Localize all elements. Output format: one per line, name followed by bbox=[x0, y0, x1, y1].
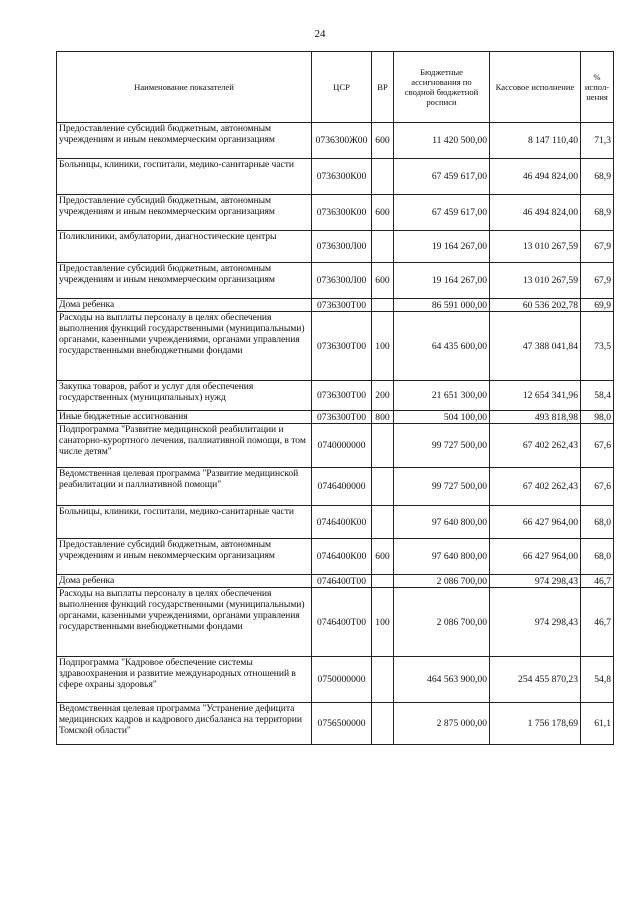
row-percent: 67,9 bbox=[581, 263, 614, 299]
row-percent: 61,1 bbox=[581, 703, 614, 745]
row-name: Расходы на выплаты персоналу в целях обеспечения выполнения функций государственными (муниципальными) органами, казенными учреждениями, органами управления государственными внебюджетными фондами bbox=[57, 312, 312, 381]
header-percent: % испол-нения bbox=[581, 52, 614, 123]
row-percent: 68,9 bbox=[581, 195, 614, 231]
row-budget: 97 640 800,00 bbox=[394, 539, 490, 575]
table-row bbox=[57, 381, 614, 411]
table-row bbox=[57, 424, 614, 468]
table-row bbox=[57, 539, 614, 575]
row-cash: 60 536 202,78 bbox=[490, 299, 581, 312]
row-name: Подпрограмма "Кадровое обеспечение системы здравоохранения и развитие международных отношений в сфере охраны здоровья" bbox=[57, 657, 312, 703]
row-cash: 67 402 262,43 bbox=[490, 468, 581, 506]
row-vr bbox=[372, 468, 394, 506]
row-cash: 1 756 178,69 bbox=[490, 703, 581, 745]
row-vr: 800 bbox=[372, 411, 394, 424]
row-budget: 67 459 617,00 bbox=[394, 159, 490, 195]
row-cash: 47 388 041,84 bbox=[490, 312, 581, 381]
row-name: Ведомственная целевая программа "Устранение дефицита медицинских кадров и кадрового дисбаланса на территории Томской области" bbox=[57, 703, 312, 745]
row-cash: 974 298,43 bbox=[490, 575, 581, 588]
table-row bbox=[57, 506, 614, 539]
row-budget: 504 100,00 bbox=[394, 411, 490, 424]
row-name: Поликлиники, амбулатории, диагностические центры bbox=[57, 231, 312, 263]
row-csr: 0736300Т00 bbox=[312, 381, 372, 411]
row-vr: 600 bbox=[372, 539, 394, 575]
row-csr: 0756500000 bbox=[312, 703, 372, 745]
row-percent: 68,9 bbox=[581, 159, 614, 195]
row-vr: 600 bbox=[372, 263, 394, 299]
table-row bbox=[57, 575, 614, 588]
row-budget: 99 727 500,00 bbox=[394, 424, 490, 468]
row-percent: 67,6 bbox=[581, 424, 614, 468]
table-row bbox=[57, 195, 614, 231]
row-name: Предоставление субсидий бюджетным, автономным учреждениям и иным некоммерческим организациям bbox=[57, 263, 312, 299]
header-cash: Кассовое исполнение bbox=[490, 52, 581, 123]
row-csr: 0746400Т00 bbox=[312, 588, 372, 657]
row-budget: 2 086 700,00 bbox=[394, 588, 490, 657]
row-vr: 100 bbox=[372, 312, 394, 381]
budget-execution-table bbox=[56, 51, 614, 745]
row-percent: 58,4 bbox=[581, 381, 614, 411]
row-vr: 600 bbox=[372, 123, 394, 159]
header-budget: Бюджетные ассигнования по сводной бюджетной росписи bbox=[394, 52, 490, 123]
row-budget: 11 420 500,00 bbox=[394, 123, 490, 159]
row-vr bbox=[372, 703, 394, 745]
row-cash: 12 654 341,96 bbox=[490, 381, 581, 411]
row-csr: 0736300Л00 bbox=[312, 263, 372, 299]
row-budget: 67 459 617,00 bbox=[394, 195, 490, 231]
row-csr: 0740000000 bbox=[312, 424, 372, 468]
row-cash: 254 455 870,23 bbox=[490, 657, 581, 703]
row-budget: 2 875 000,00 bbox=[394, 703, 490, 745]
row-name: Подпрограмма "Развитие медицинской реабилитации и санаторно-курортного лечения, паллиативной помощи, в том числе детям" bbox=[57, 424, 312, 468]
row-name: Предоставление субсидий бюджетным, автономным учреждениям и иным некоммерческим организациям bbox=[57, 539, 312, 575]
row-vr bbox=[372, 299, 394, 312]
row-cash: 13 010 267,59 bbox=[490, 263, 581, 299]
row-csr: 0746400Т00 bbox=[312, 575, 372, 588]
row-budget: 21 651 300,00 bbox=[394, 381, 490, 411]
row-name: Дома ребенка bbox=[57, 299, 312, 312]
table-row bbox=[57, 468, 614, 506]
table-row bbox=[57, 263, 614, 299]
table-row bbox=[57, 703, 614, 745]
row-csr: 0736300Ж00 bbox=[312, 123, 372, 159]
row-csr: 0736300Л00 bbox=[312, 231, 372, 263]
table-row bbox=[57, 159, 614, 195]
row-vr bbox=[372, 424, 394, 468]
row-percent: 73,5 bbox=[581, 312, 614, 381]
row-csr: 0750000000 bbox=[312, 657, 372, 703]
row-name: Предоставление субсидий бюджетным, автономным учреждениям и иным некоммерческим организациям bbox=[57, 195, 312, 231]
row-name: Дома ребенка bbox=[57, 575, 312, 588]
row-csr: 0736300К00 bbox=[312, 159, 372, 195]
row-vr: 200 bbox=[372, 381, 394, 411]
header-vr: ВР bbox=[372, 52, 394, 123]
row-percent: 69,9 bbox=[581, 299, 614, 312]
table-header-row bbox=[57, 52, 614, 123]
row-budget: 86 591 000,00 bbox=[394, 299, 490, 312]
row-budget: 19 164 267,00 bbox=[394, 231, 490, 263]
table-row bbox=[57, 588, 614, 657]
row-vr bbox=[372, 159, 394, 195]
row-vr: 600 bbox=[372, 195, 394, 231]
row-budget: 464 563 900,00 bbox=[394, 657, 490, 703]
row-cash: 8 147 110,40 bbox=[490, 123, 581, 159]
table-row bbox=[57, 299, 614, 312]
row-cash: 66 427 964,00 bbox=[490, 506, 581, 539]
row-name: Расходы на выплаты персоналу в целях обеспечения выполнения функций государственными (муниципальными) органами, казенными учреждениями, органами управления государственными внебюджетными фондами bbox=[57, 588, 312, 657]
row-vr bbox=[372, 231, 394, 263]
row-cash: 493 818,98 bbox=[490, 411, 581, 424]
row-percent: 46,7 bbox=[581, 575, 614, 588]
header-name: Наименование показателей bbox=[57, 52, 312, 123]
row-budget: 19 164 267,00 bbox=[394, 263, 490, 299]
row-csr: 0746400К00 bbox=[312, 539, 372, 575]
row-csr: 0736300К00 bbox=[312, 195, 372, 231]
row-budget: 2 086 700,00 bbox=[394, 575, 490, 588]
row-percent: 67,6 bbox=[581, 468, 614, 506]
row-percent: 67,9 bbox=[581, 231, 614, 263]
table-row bbox=[57, 231, 614, 263]
row-percent: 68,0 bbox=[581, 539, 614, 575]
row-percent: 54,8 bbox=[581, 657, 614, 703]
header-csr: ЦСР bbox=[312, 52, 372, 123]
row-vr bbox=[372, 575, 394, 588]
row-budget: 97 640 800,00 bbox=[394, 506, 490, 539]
table-row bbox=[57, 411, 614, 424]
row-cash: 13 010 267,59 bbox=[490, 231, 581, 263]
page-number: 24 bbox=[314, 28, 326, 40]
row-vr: 100 bbox=[372, 588, 394, 657]
table-row bbox=[57, 657, 614, 703]
row-percent: 68,0 bbox=[581, 506, 614, 539]
row-name: Предоставление субсидий бюджетным, автономным учреждениям и иным некоммерческим организациям bbox=[57, 123, 312, 159]
row-csr: 0736300Т00 bbox=[312, 299, 372, 312]
row-cash: 46 494 824,00 bbox=[490, 159, 581, 195]
row-name: Закупка товаров, работ и услуг для обеспечения государственных (муниципальных) нужд bbox=[57, 381, 312, 411]
table-row bbox=[57, 312, 614, 381]
row-budget: 99 727 500,00 bbox=[394, 468, 490, 506]
row-name: Больницы, клиники, госпитали, медико-санитарные части bbox=[57, 506, 312, 539]
row-vr bbox=[372, 657, 394, 703]
row-cash: 46 494 824,00 bbox=[490, 195, 581, 231]
row-cash: 66 427 964,00 bbox=[490, 539, 581, 575]
row-name: Ведомственная целевая программа "Развитие медицинской реабилитации и паллиативной помощи" bbox=[57, 468, 312, 506]
row-cash: 974 298,43 bbox=[490, 588, 581, 657]
table-row bbox=[57, 123, 614, 159]
row-name: Иные бюджетные ассигнования bbox=[57, 411, 312, 424]
row-csr: 0746400К00 bbox=[312, 506, 372, 539]
row-percent: 71,3 bbox=[581, 123, 614, 159]
row-name: Больницы, клиники, госпитали, медико-санитарные части bbox=[57, 159, 312, 195]
row-cash: 67 402 262,43 bbox=[490, 424, 581, 468]
row-budget: 64 435 600,00 bbox=[394, 312, 490, 381]
row-csr: 0736300Т00 bbox=[312, 312, 372, 381]
row-percent: 98,0 bbox=[581, 411, 614, 424]
row-csr: 0746400000 bbox=[312, 468, 372, 506]
row-vr bbox=[372, 506, 394, 539]
row-csr: 0736300Т00 bbox=[312, 411, 372, 424]
row-percent: 46,7 bbox=[581, 588, 614, 657]
